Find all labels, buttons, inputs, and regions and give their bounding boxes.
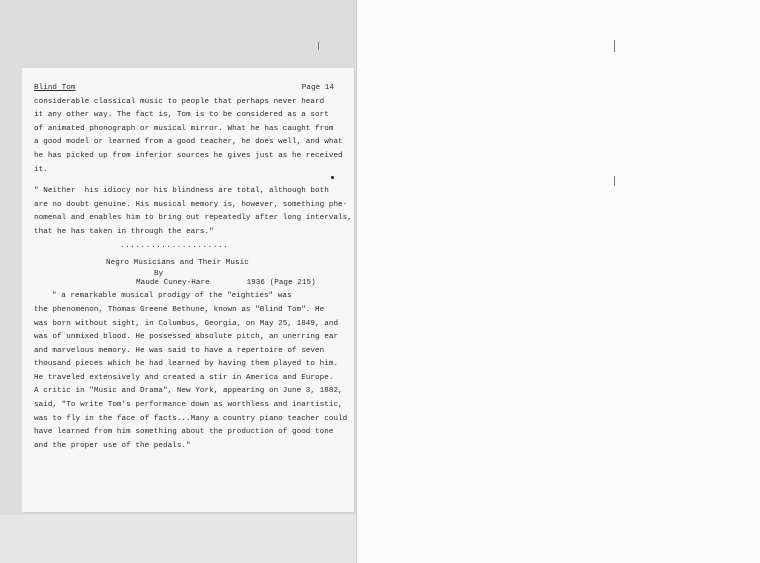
blank-facing-page [357,0,760,563]
scan-speck [614,40,615,52]
scan-speck [318,42,319,50]
text-line: said, "To write Tom's performance down as worthless and inartistic, [34,401,343,410]
citation-author-line [34,277,352,291]
text-line: considerable classical music to people that perhaps never heard [34,97,325,106]
text-line: of animated phonograph or musical mirror. What he has caught from [34,124,334,133]
document-text [34,82,352,453]
citation-book-title: Negro Musicians and Their Music [106,259,249,268]
page-title: Blind Tom [34,84,76,92]
text-line: " a remarkable musical prodigy of the "eighties" was [52,292,292,301]
page-number: Page 14 [301,84,334,92]
citation-by: By [154,269,164,278]
page-fold-line [356,0,357,563]
text-line: the phenomenon, Thomas Greene Bethune, known as "Blind Tom". He [34,305,325,314]
text-line: that he has taken in through the ears." [34,227,214,236]
section-separator: ..................... [120,241,229,250]
scan-speck [614,176,615,186]
text-line: he has picked up from inferior sources he gives just as he received [34,151,343,160]
text-line: have learned from him something about the production of good tone [34,428,334,437]
text-line: A critic in "Music and Drama", New York, appearing on June 3, 1882, [34,387,343,396]
text-line: " Neither his idiocy nor his blindness are total, although both [34,187,329,196]
page-header [34,82,334,96]
text-line: was of unmixed blood. He possessed absolute pitch, an unerring ear [34,333,339,342]
text-line: was born without sight, in Columbus, Georgia, on May 25, 1849, and [34,319,339,328]
text-line: and marvelous memory. He was said to have a repertoire of seven [34,346,325,355]
text-line: it any other way. The fact is, Tom is to be considered as a sort [34,111,329,120]
bottom-scan-strip [0,515,357,563]
text-line: was to fly in the face of facts...Many a country piano teacher could [34,414,348,423]
text-line: it. [34,165,48,174]
text-line: nomenal and enables him to bring out repeatedly after long intervals, [34,214,352,223]
text-line: are no doubt genuine. His musical memory is, however, something phe- [34,200,348,209]
text-line: and the proper use of the pedals." [34,441,191,450]
text-line: He traveled extensively and created a stir in America and Europe. [34,373,334,382]
text-line: a good model or learned from a good teacher, he does well, and what [34,138,343,147]
text-line: thousand pieces which he had learned by having them played to him. [34,360,339,369]
citation-year-page: 1936 (Page 215) [246,278,316,287]
citation-author: Maude Cuney-Hare [136,278,210,287]
